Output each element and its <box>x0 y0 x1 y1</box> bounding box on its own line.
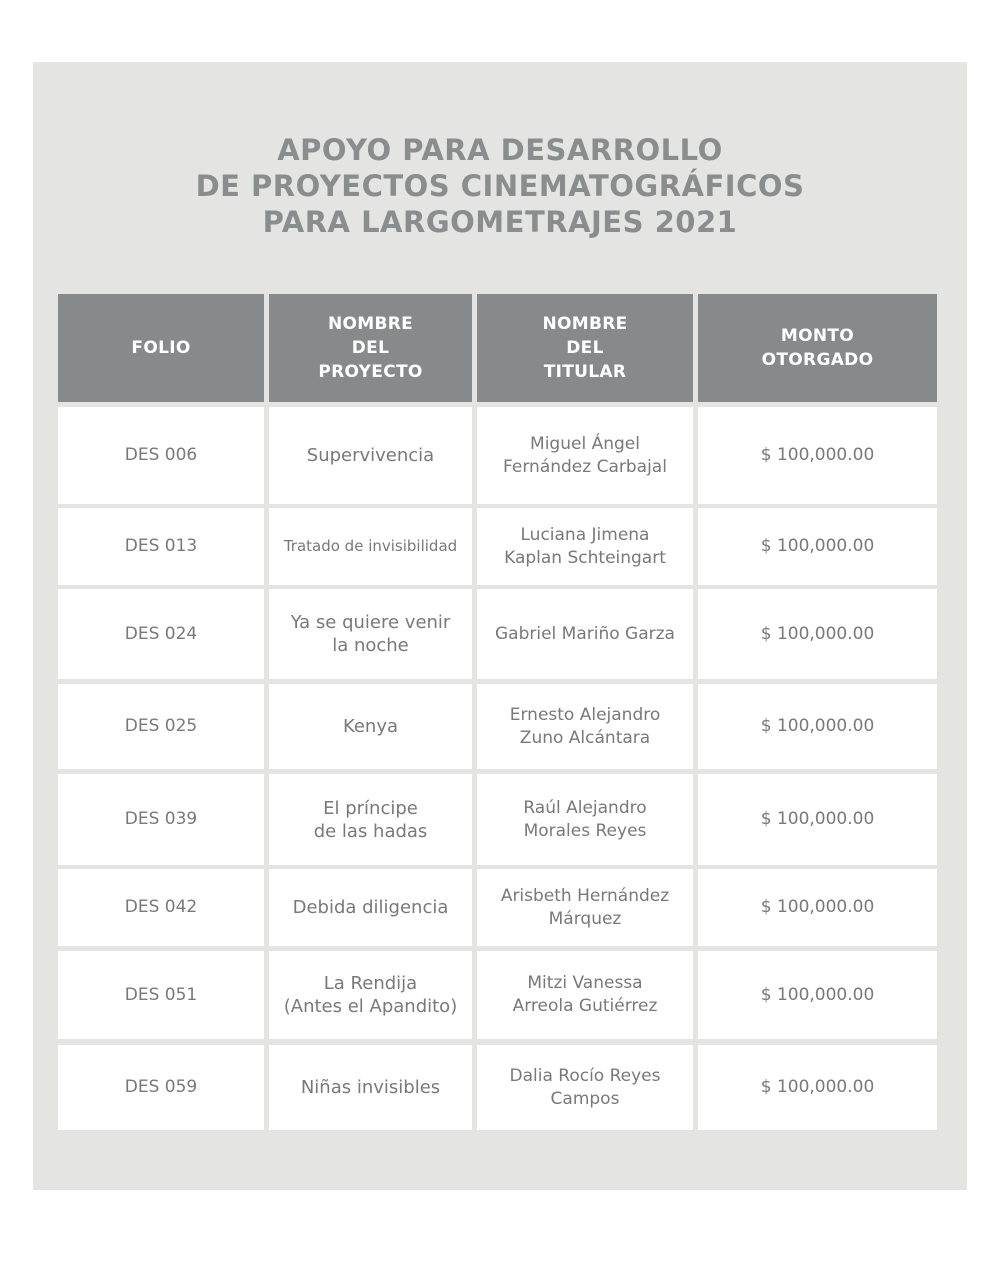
cell-folio-text: DES 025 <box>124 716 198 736</box>
cell-folio <box>58 1045 264 1130</box>
cell-titular <box>477 869 693 946</box>
cell-titular-text: Arisbeth Hernández <box>500 885 670 906</box>
cell-folio <box>58 508 264 585</box>
cell-proyecto-text: El príncipe <box>323 797 418 819</box>
cell-titular <box>477 589 693 679</box>
cell-folio <box>58 869 264 946</box>
cell-monto <box>698 407 937 504</box>
header-proyecto-text: DEL <box>351 338 390 358</box>
cell-monto-text: $ 100,000.00 <box>760 716 875 736</box>
cell-proyecto-text: Ya se quiere venir <box>290 612 451 633</box>
header-folio <box>58 294 264 402</box>
cell-folio-text: DES 024 <box>124 623 198 644</box>
cell-titular <box>477 774 693 865</box>
cell-monto-text: $ 100,000.00 <box>760 809 875 829</box>
header-proyecto <box>269 294 472 402</box>
cell-proyecto <box>269 508 472 585</box>
header-folio-text: FOLIO <box>131 338 191 358</box>
header-monto-text: MONTO <box>780 326 855 346</box>
cell-proyecto-text: de las hadas <box>313 820 428 842</box>
header-monto <box>698 294 937 402</box>
cell-monto-text: $ 100,000.00 <box>760 623 875 644</box>
cell-titular-text: Miguel Ángel <box>530 433 640 454</box>
header-titular <box>477 294 693 402</box>
cell-titular-text: Ernesto Alejandro <box>509 704 661 725</box>
cell-titular-text: Luciana Jimena <box>520 524 650 545</box>
cell-proyecto-text: Niñas invisibles <box>300 1077 441 1098</box>
title-line: PARA LARGOMETRAJES 2021 <box>262 205 738 239</box>
cell-titular <box>477 684 693 769</box>
cell-titular-text: Campos <box>550 1088 620 1109</box>
title-line: DE PROYECTOS CINEMATOGRÁFICOS <box>195 169 805 203</box>
cell-monto <box>698 869 937 946</box>
cell-proyecto <box>269 684 472 769</box>
cell-titular-text: Fernández Carbajal <box>503 456 667 477</box>
cell-proyecto <box>269 589 472 679</box>
cell-folio <box>58 774 264 865</box>
cell-titular-text: Zuno Alcántara <box>519 727 651 748</box>
cell-folio-text: DES 059 <box>124 1077 198 1097</box>
cell-titular <box>477 508 693 585</box>
cell-folio-text: DES 013 <box>124 536 198 556</box>
cell-proyecto <box>269 869 472 946</box>
title-line: APOYO PARA DESARROLLO <box>277 133 723 167</box>
cell-titular-text: Morales Reyes <box>523 820 647 841</box>
page-title <box>33 132 967 240</box>
cell-monto-text: $ 100,000.00 <box>760 1077 875 1097</box>
cell-proyecto-text: Supervivencia <box>306 445 435 466</box>
cell-titular-text: Gabriel Mariño Garza <box>495 623 675 644</box>
cell-proyecto-text: La Rendija <box>323 973 418 994</box>
cell-folio-text: DES 042 <box>124 897 198 917</box>
header-titular-text: DEL <box>566 338 604 358</box>
cell-proyecto <box>269 774 472 865</box>
cell-folio <box>58 684 264 769</box>
cell-folio-text: DES 006 <box>124 445 198 465</box>
cell-proyecto-text: (Antes el Apandito) <box>283 996 458 1017</box>
cell-proyecto-text: la noche <box>332 635 409 656</box>
cell-titular-text: Dalia Rocío Reyes <box>509 1065 661 1086</box>
cell-titular-text: Raúl Alejandro <box>523 797 647 818</box>
cell-proyecto <box>269 951 472 1039</box>
header-proyecto-text: PROYECTO <box>318 362 423 382</box>
cell-proyecto <box>269 407 472 504</box>
cell-proyecto-text: Debida diligencia <box>292 897 449 918</box>
cell-monto-text: $ 100,000.00 <box>760 445 875 465</box>
cell-titular <box>477 1045 693 1130</box>
header-titular-text: NOMBRE <box>542 314 628 334</box>
cell-titular <box>477 951 693 1039</box>
cell-folio <box>58 951 264 1039</box>
cell-proyecto-text: Tratado de invisibilidad <box>283 537 458 555</box>
cell-monto-text: $ 100,000.00 <box>760 984 875 1005</box>
cell-titular-text: Kaplan Schteingart <box>504 547 666 568</box>
cell-proyecto <box>269 1045 472 1130</box>
cell-folio-text: DES 039 <box>124 809 198 829</box>
cell-monto <box>698 774 937 865</box>
cell-monto <box>698 589 937 679</box>
cell-folio <box>58 589 264 679</box>
header-titular-text: TITULAR <box>543 362 627 382</box>
cell-monto-text: $ 100,000.00 <box>760 897 875 917</box>
cell-monto <box>698 951 937 1039</box>
cell-titular-text: Arreola Gutiérrez <box>512 996 658 1016</box>
cell-folio-text: DES 051 <box>124 984 198 1005</box>
cell-titular-text: Mitzi Vanessa <box>527 973 643 993</box>
cell-proyecto-text: Kenya <box>342 716 399 737</box>
cell-folio <box>58 407 264 504</box>
header-proyecto-text: NOMBRE <box>327 314 414 334</box>
header-monto-text: OTORGADO <box>761 350 874 370</box>
cell-monto <box>698 684 937 769</box>
cell-monto <box>698 1045 937 1130</box>
cell-titular <box>477 407 693 504</box>
cell-titular-text: Márquez <box>548 908 622 929</box>
cell-monto-text: $ 100,000.00 <box>760 536 875 556</box>
cell-monto <box>698 508 937 585</box>
